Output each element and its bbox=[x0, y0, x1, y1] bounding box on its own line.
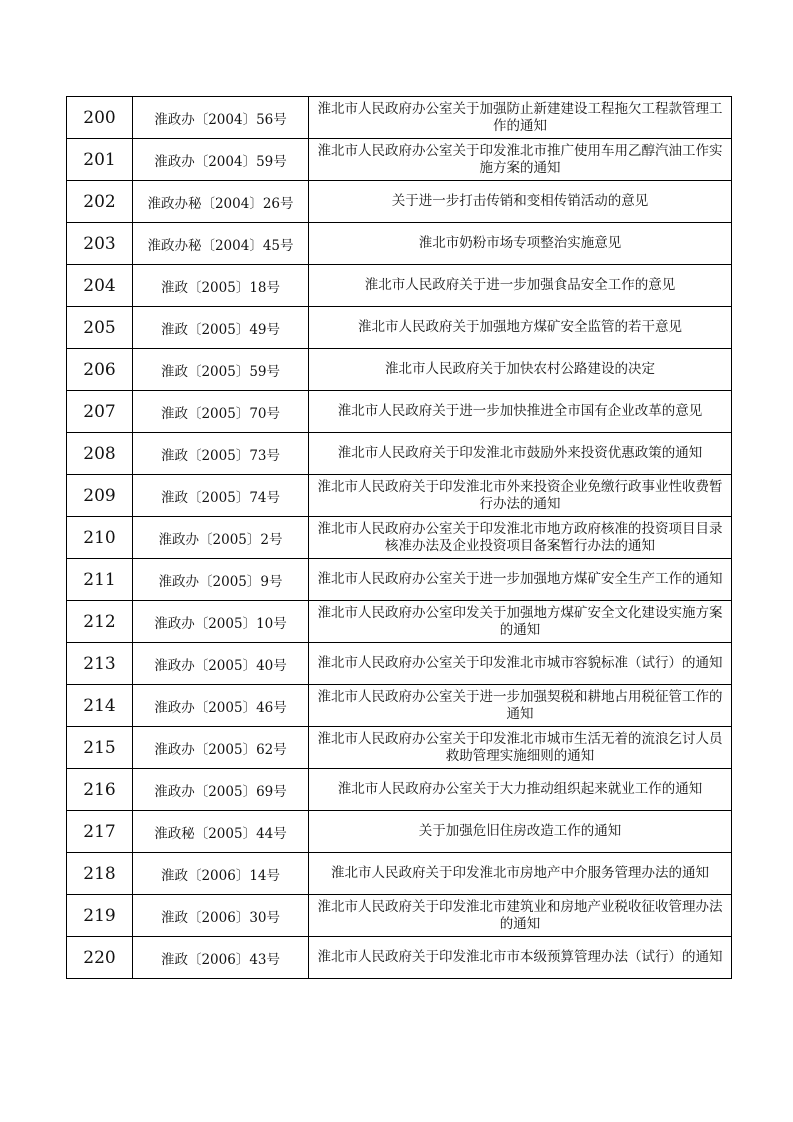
document-title: 淮北市人民政府办公室关于进一步加强地方煤矿安全生产工作的通知 bbox=[309, 559, 732, 601]
row-number: 219 bbox=[67, 895, 133, 937]
row-number: 204 bbox=[67, 265, 133, 307]
table-row bbox=[67, 307, 732, 349]
document-reference: 淮政〔2005〕70号 bbox=[133, 391, 309, 433]
row-number: 211 bbox=[67, 559, 133, 601]
document-title: 淮北市人民政府关于印发淮北市建筑业和房地产业税收征收管理办法的通知 bbox=[309, 895, 732, 937]
document-reference: 淮政办秘〔2004〕45号 bbox=[133, 223, 309, 265]
document-title: 关于加强危旧住房改造工作的通知 bbox=[309, 811, 732, 853]
document-title: 淮北市人民政府办公室关于印发淮北市城市生活无着的流浪乞讨人员救助管理实施细则的通知 bbox=[309, 727, 732, 769]
document-title: 淮北市人民政府关于加强地方煤矿安全监管的若干意见 bbox=[309, 307, 732, 349]
document-reference: 淮政〔2005〕73号 bbox=[133, 433, 309, 475]
table-row bbox=[67, 517, 732, 559]
document-title: 关于进一步打击传销和变相传销活动的意见 bbox=[309, 181, 732, 223]
document-reference: 淮政〔2005〕74号 bbox=[133, 475, 309, 517]
table-row bbox=[67, 349, 732, 391]
row-number: 220 bbox=[67, 937, 133, 979]
document-reference: 淮政〔2006〕30号 bbox=[133, 895, 309, 937]
table-row bbox=[67, 139, 732, 181]
document-reference: 淮政办〔2005〕10号 bbox=[133, 601, 309, 643]
table-row bbox=[67, 643, 732, 685]
table-row bbox=[67, 895, 732, 937]
row-number: 210 bbox=[67, 517, 133, 559]
document-reference: 淮政办〔2004〕56号 bbox=[133, 97, 309, 139]
document-title: 淮北市人民政府办公室关于印发淮北市推广使用车用乙醇汽油工作实施方案的通知 bbox=[309, 139, 732, 181]
document-reference: 淮政办〔2005〕62号 bbox=[133, 727, 309, 769]
document-title: 淮北市奶粉市场专项整治实施意见 bbox=[309, 223, 732, 265]
row-number: 209 bbox=[67, 475, 133, 517]
table-row bbox=[67, 97, 732, 139]
document-title: 淮北市人民政府办公室关于进一步加强契税和耕地占用税征管工作的通知 bbox=[309, 685, 732, 727]
table-row bbox=[67, 391, 732, 433]
row-number: 206 bbox=[67, 349, 133, 391]
document-title: 淮北市人民政府关于印发淮北市市本级预算管理办法（试行）的通知 bbox=[309, 937, 732, 979]
row-number: 215 bbox=[67, 727, 133, 769]
document-reference: 淮政办〔2005〕9号 bbox=[133, 559, 309, 601]
row-number: 207 bbox=[67, 391, 133, 433]
row-number: 218 bbox=[67, 853, 133, 895]
document-reference: 淮政〔2005〕49号 bbox=[133, 307, 309, 349]
document-reference: 淮政〔2005〕18号 bbox=[133, 265, 309, 307]
table-row bbox=[67, 475, 732, 517]
document-title: 淮北市人民政府办公室关于加强防止新建建设工程拖欠工程款管理工作的通知 bbox=[309, 97, 732, 139]
row-number: 214 bbox=[67, 685, 133, 727]
row-number: 205 bbox=[67, 307, 133, 349]
table-row bbox=[67, 433, 732, 475]
table-row bbox=[67, 685, 732, 727]
document-title: 淮北市人民政府关于进一步加强食品安全工作的意见 bbox=[309, 265, 732, 307]
document-title: 淮北市人民政府关于印发淮北市外来投资企业免缴行政事业性收费暂行办法的通知 bbox=[309, 475, 732, 517]
document-reference: 淮政办〔2004〕59号 bbox=[133, 139, 309, 181]
row-number: 213 bbox=[67, 643, 133, 685]
document-reference: 淮政办〔2005〕46号 bbox=[133, 685, 309, 727]
document-reference: 淮政〔2005〕59号 bbox=[133, 349, 309, 391]
table-row bbox=[67, 181, 732, 223]
row-number: 202 bbox=[67, 181, 133, 223]
document-title: 淮北市人民政府办公室印发关于加强地方煤矿安全文化建设实施方案的通知 bbox=[309, 601, 732, 643]
document-title: 淮北市人民政府关于进一步加快推进全市国有企业改革的意见 bbox=[309, 391, 732, 433]
row-number: 203 bbox=[67, 223, 133, 265]
row-number: 217 bbox=[67, 811, 133, 853]
table-row bbox=[67, 223, 732, 265]
table-row bbox=[67, 853, 732, 895]
document-title: 淮北市人民政府关于印发淮北市房地产中介服务管理办法的通知 bbox=[309, 853, 732, 895]
document-table bbox=[66, 96, 732, 979]
table-row bbox=[67, 727, 732, 769]
row-number: 212 bbox=[67, 601, 133, 643]
document-reference: 淮政办〔2005〕69号 bbox=[133, 769, 309, 811]
document-reference: 淮政〔2006〕43号 bbox=[133, 937, 309, 979]
table-row bbox=[67, 601, 732, 643]
document-title: 淮北市人民政府关于加快农村公路建设的决定 bbox=[309, 349, 732, 391]
document-title: 淮北市人民政府办公室关于大力推动组织起来就业工作的通知 bbox=[309, 769, 732, 811]
document-title: 淮北市人民政府关于印发淮北市鼓励外来投资优惠政策的通知 bbox=[309, 433, 732, 475]
table-row bbox=[67, 811, 732, 853]
document-reference: 淮政〔2006〕14号 bbox=[133, 853, 309, 895]
table-row bbox=[67, 559, 732, 601]
table-row bbox=[67, 937, 732, 979]
document-title: 淮北市人民政府办公室关于印发淮北市地方政府核准的投资项目目录核准办法及企业投资项目备案暂行办法的通知 bbox=[309, 517, 732, 559]
document-title: 淮北市人民政府办公室关于印发淮北市城市容貌标准（试行）的通知 bbox=[309, 643, 732, 685]
row-number: 201 bbox=[67, 139, 133, 181]
document-reference: 淮政秘〔2005〕44号 bbox=[133, 811, 309, 853]
row-number: 216 bbox=[67, 769, 133, 811]
document-reference: 淮政办〔2005〕2号 bbox=[133, 517, 309, 559]
row-number: 208 bbox=[67, 433, 133, 475]
table-row bbox=[67, 769, 732, 811]
table-body bbox=[67, 97, 732, 979]
table-row bbox=[67, 265, 732, 307]
document-reference: 淮政办秘〔2004〕26号 bbox=[133, 181, 309, 223]
document-reference: 淮政办〔2005〕40号 bbox=[133, 643, 309, 685]
row-number: 200 bbox=[67, 97, 133, 139]
